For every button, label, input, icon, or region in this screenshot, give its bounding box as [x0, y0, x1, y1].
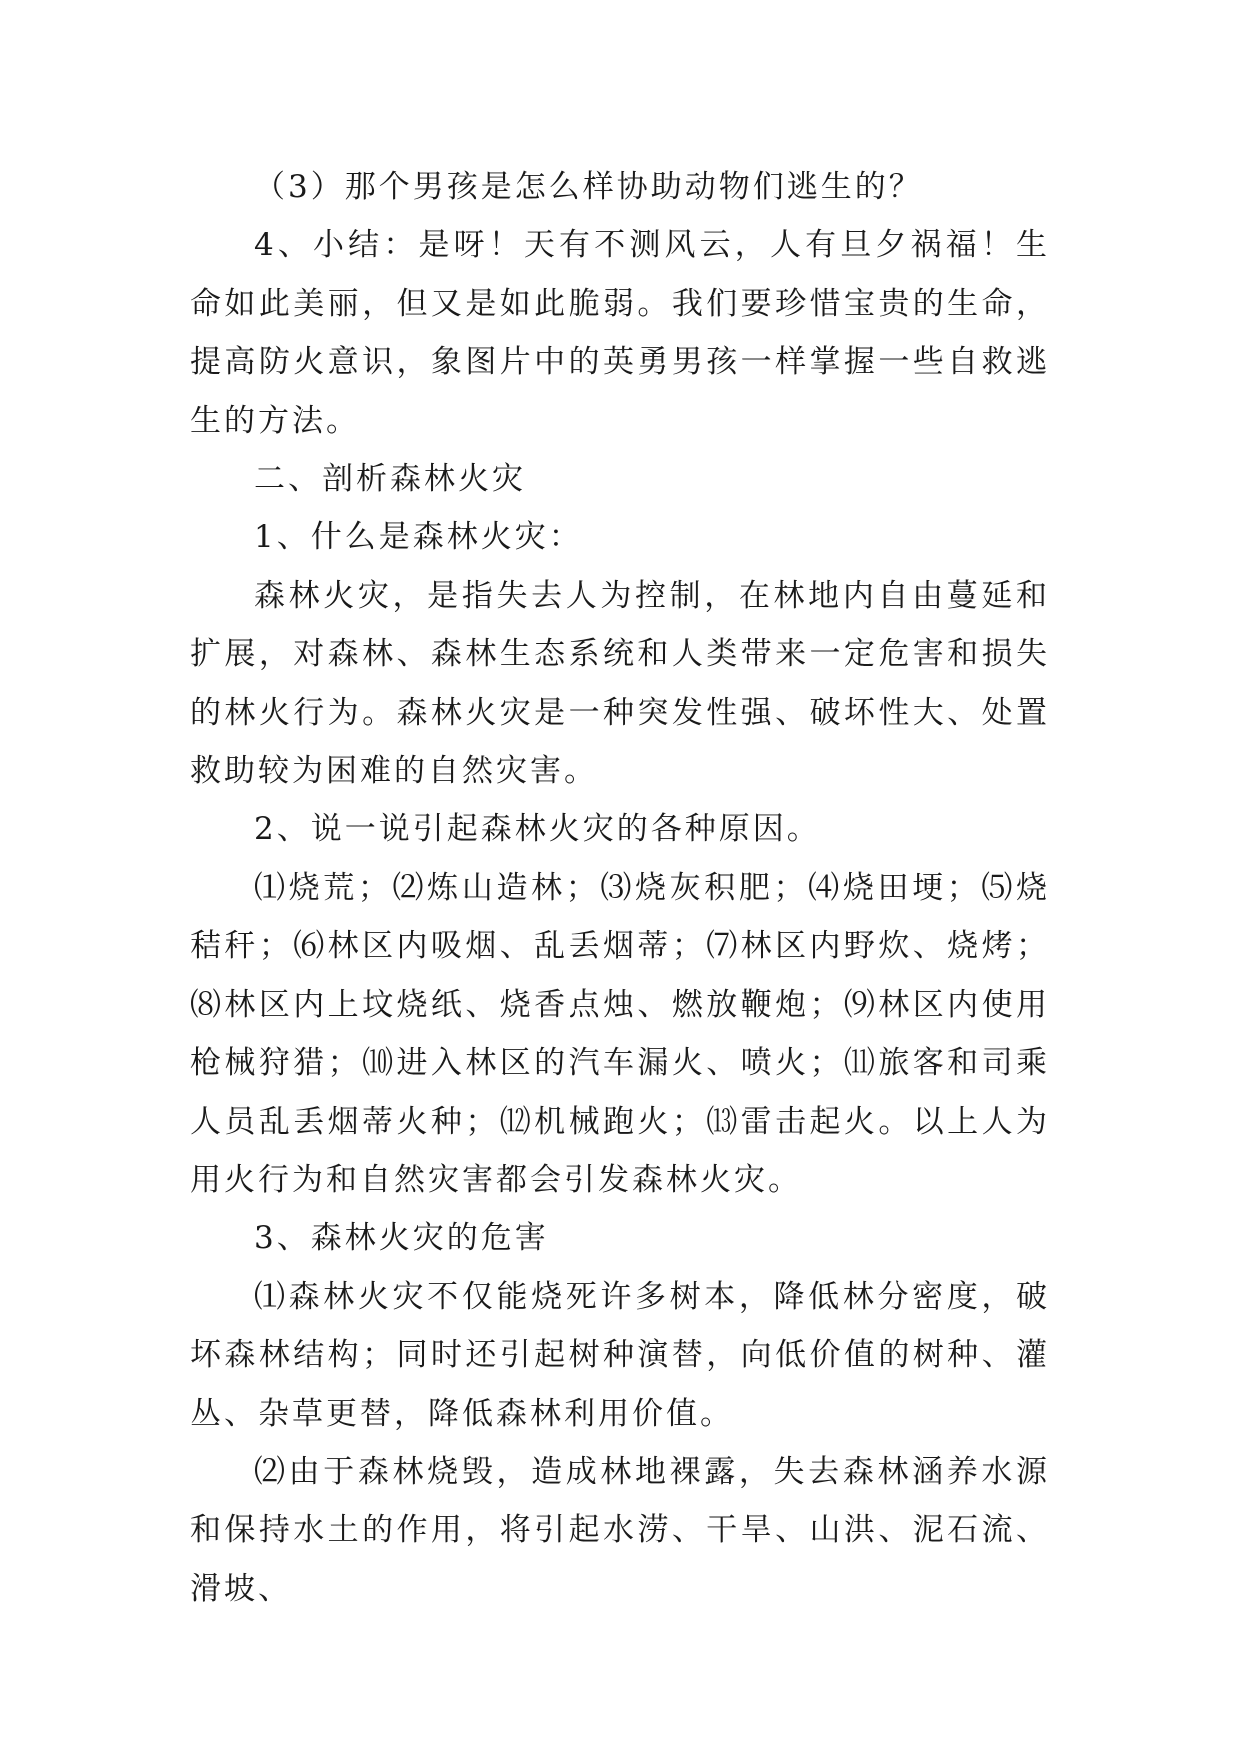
paragraph-hazard-2: ⑵由于森林烧毁，造成林地裸露，失去森林涵养水源和保持水土的作用，将引起水涝、干旱、山洪、泥石流、滑坡、 [190, 1453, 1050, 1607]
paragraph-summary: 4、小结：是呀！天有不测风云，人有旦夕祸福！生命如此美丽，但又是如此脆弱。我们要珍惜宝贵的生命，提高防火意识，象图片中的英勇男孩一样掌握一些自救逃生的方法。 [190, 227, 1050, 439]
paragraph-definition: 森林火灾，是指失去人为控制，在林地内自由蔓延和扩展，对森林、森林生态系统和人类带来一定危害和损失的林火行为。森林火灾是一种突发性强、破坏性大、处置救助较为困难的自然灾害。 [190, 577, 1050, 790]
paragraph-question-3: （3）那个男孩是怎么样协助动物们逃生的？ [254, 169, 923, 205]
paragraph-hazard-1: ⑴森林火灾不仅能烧死许多树本，降低林分密度，破坏森林结构；同时还引起树种演替，向低价值的树种、灌丛、杂草更替，降低森林利用价值。 [190, 1278, 1050, 1432]
subheading-causes: 2、说一说引起森林火灾的各种原因。 [254, 811, 821, 848]
section-heading-forest-fire: 二、剖析森林火灾 [254, 461, 526, 498]
paragraph-causes-list: ⑴烧荒；⑵炼山造林；⑶烧灰积肥；⑷烧田埂；⑸烧秸秆；⑹林区内吸烟、乱丢烟蒂；⑺林区内野炊、烧烤； ⑻林区内上坟烧纸、烧香点烛、燃放鞭炮；⑼林区内使用枪械狩猎；⑽进入林区的汽车漏火、喷火；⑾旅客和司乘人员乱丢烟蒂火种；⑿机械跑火；⒀雷击起火。以上人为用火行为和自然灾害都会引发森林火灾。 [190, 869, 1050, 1198]
subheading-what-is-forest-fire: 1、什么是森林火灾： [254, 519, 583, 556]
document-body [190, 158, 1050, 1618]
subheading-hazards: 3、森林火灾的危害 [254, 1220, 549, 1257]
